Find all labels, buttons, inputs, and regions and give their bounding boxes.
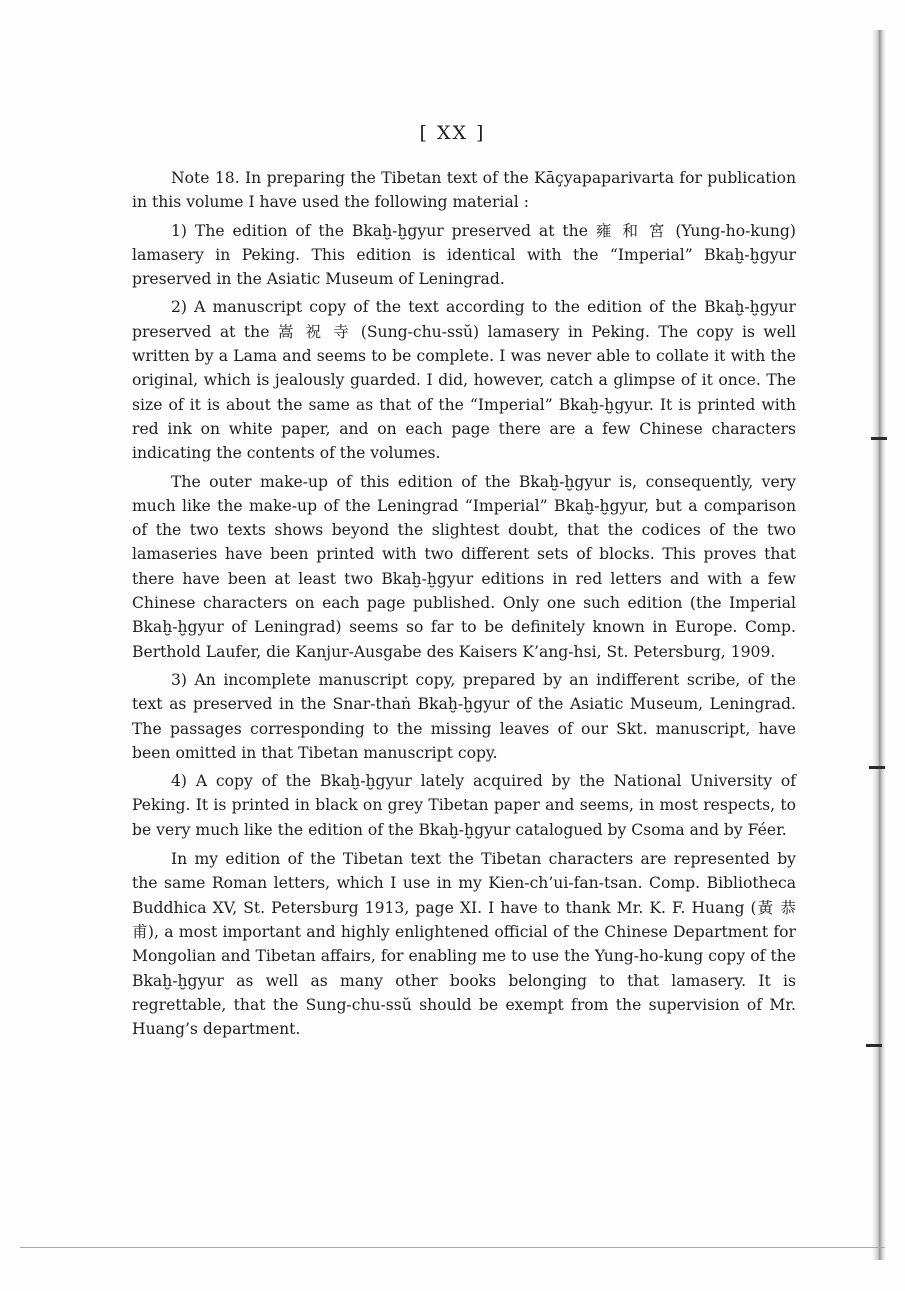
page-number-header: [ XX ] xyxy=(419,122,486,144)
paragraph-item-1: 1) The edition of the Bkaḫ-ḫgyur preserved at the 雍 和 宮 (Yung-ho-kung) lamasery in Peking. This edition is identical with the “Imperial” Bkaḫ-ḫgyur preserved in the Asiatic Museum of Leningrad. xyxy=(132,221,796,289)
scan-binding-edge xyxy=(872,30,886,1260)
binding-tick-mark xyxy=(869,766,885,769)
paragraph-note-18: Note 18. In preparing the Tibetan text of the Kāçyapaparivarta for publication in this volume I have used the following material : xyxy=(132,169,796,212)
paragraph-acknowledgement: In my edition of the Tibetan text the Tibetan characters are represented by the same Roman letters, which I use in my Kien-ch’ui-fan-tsan. Comp. Bibliotheca Buddhica XV, St. Petersburg 1913, page XI. I have to thank Mr. K. F. Huang (黃 恭 甫), a most important and highly enlightened official of the Chinese Department for Mongolian and Tibetan affairs, for enabling me to use the Yung-ho-kung copy of the Bkaḫ-ḫgyur as well as many other books belonging to that lamasery. It is regrettable, that the Sung-chu-ssŭ should be exempt from the supervision of Mr. Huang’s department. xyxy=(132,850,796,1039)
binding-tick-mark xyxy=(866,1044,882,1047)
paragraph-item-4: 4) A copy of the Bkaḫ-ḫgyur lately acquired by the National University of Peking. It is printed in black on grey Tibetan paper and seems, in most respects, to be very much like the edition of the Bkaḫ-ḫgyur catalogued by Csoma and by Féer. xyxy=(132,772,796,839)
body-text xyxy=(132,166,796,1041)
paragraph-item-3: 3) An incomplete manuscript copy, prepared by an indifferent scribe, of the text as preserved in the Snar-thaṅ Bkaḫ-ḫgyur of the Asiatic Museum, Leningrad. The passages corresponding to the missing leaves of our Skt. manuscript, have been omitted in that Tibetan manuscript copy. xyxy=(132,670,796,762)
binding-tick-mark xyxy=(871,437,887,440)
scan-bottom-rule xyxy=(20,1247,885,1248)
paragraph-outer-makeup: The outer make-up of this edition of the Bkaḫ-ḫgyur is, consequently, very much like the make-up of the Leningrad “Imperial” Bkaḫ-ḫgyur, but a comparison of the two texts shows beyond the slightest doubt, that the codices of the two lamaseries have been printed with two different sets of blocks. This proves that there have been at least two Bkaḫ-ḫgyur editions in red letters and with a few Chinese characters on each page published. Only one such edition (the Imperial Bkaḫ-ḫgyur of Leningrad) seems so far to be definitely known in Europe. Comp. Berthold Laufer, die Kanjur-Ausgabe des Kaisers K’ang-hsi, St. Petersburg, 1909. xyxy=(132,472,796,661)
paragraph-item-2: 2) A manuscript copy of the text according to the edition of the Bkaḫ-ḫgyur preserved at the 嵩 祝 寺 (Sung-chu-ssŭ) lamasery in Peking. The copy is well written by a Lama and seems to be complete. I was never able to collate it with the original, which is jealously guarded. I did, however, catch a glimpse of it once. The size of it is about the same as that of the “Imperial” Bkaḫ-ḫgyur. It is printed with red ink on white paper, and on each page there are a few Chinese characters indicating the contents of the volumes. xyxy=(132,298,796,463)
